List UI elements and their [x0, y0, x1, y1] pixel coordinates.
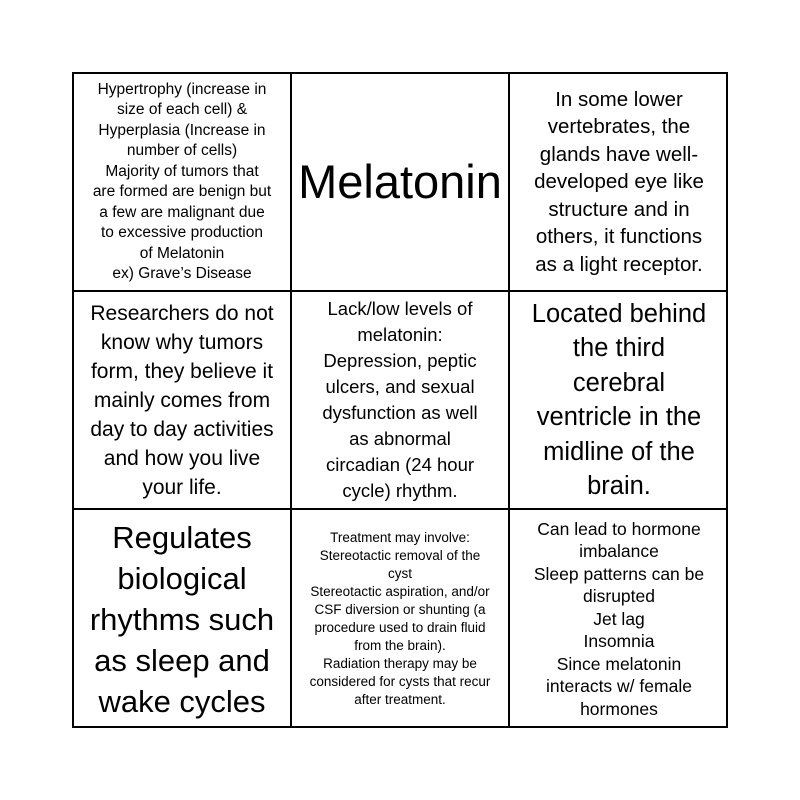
cell-text: Regulates biological rhythms such as sleep and wake cycles [89, 519, 275, 719]
bingo-cell-r2-c3[interactable] [510, 292, 728, 510]
cell-text: Melatonin [298, 155, 502, 208]
bingo-cell-r1-c1[interactable] [74, 74, 292, 292]
bingo-board [72, 72, 728, 728]
bingo-cell-r2-c2[interactable] [292, 292, 510, 510]
cell-text: In some lower vertebrates, the glands have well- developed eye like structure and in others, it functions as a light receptor. [534, 87, 704, 276]
bingo-cell-r1-c2[interactable] [292, 74, 510, 292]
bingo-cell-r3-c1[interactable] [74, 510, 292, 728]
cell-text: Located behind the third cerebral ventricle in the midline of the brain. [531, 299, 707, 500]
cell-text: Treatment may involve: Stereotactic removal of the cyst Stereotactic aspiration, and/or CSF diversion or shunting (a procedure used to drain fluid from the brain). Radiation therapy may be considered for cysts that recur after treatment. [309, 530, 491, 707]
bingo-cell-r3-c2[interactable] [292, 510, 510, 728]
cell-text: Lack/low levels of melatonin: Depression, peptic ulcers, and sexual dysfunction as well as abnormal circadian (24 hour cycle) rhythm. [322, 298, 478, 501]
bingo-cell-r1-c3[interactable] [510, 74, 728, 292]
bingo-cell-r2-c1[interactable] [74, 292, 292, 510]
cell-text: Hypertrophy (increase in size of each cell) & Hyperplasia (Increase in number of cells) Majority of tumors that are formed are benign but a few are malignant due to excessive production of Melatonin ex) Grave’s Disease [92, 80, 272, 282]
cell-text: Researchers do not know why tumors form, they believe it mainly comes from day to day activities and how you live your life. [90, 301, 274, 499]
bingo-cell-r3-c3[interactable] [510, 510, 728, 728]
cell-text: Can lead to hormone imbalance Sleep patterns can be disrupted Jet lag Insomnia Since melatonin interacts w/ female hormones [533, 518, 705, 719]
